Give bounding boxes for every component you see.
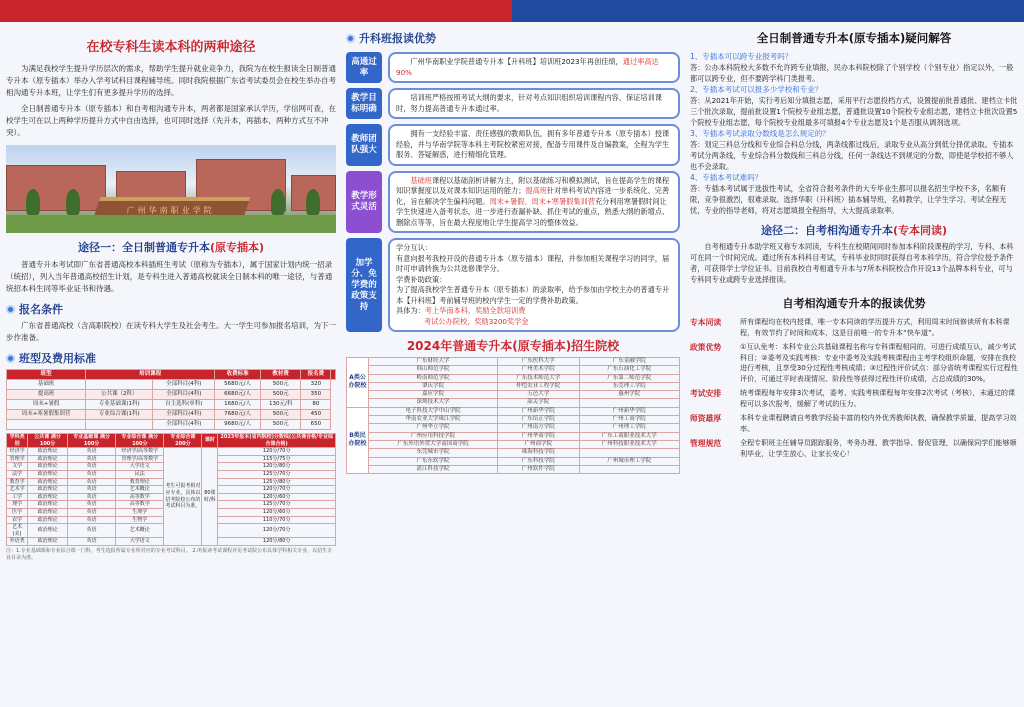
bullet-icon — [346, 34, 355, 43]
major-cell: 高等数学 — [116, 501, 164, 509]
fee-cell: 500元 — [260, 420, 300, 430]
uni-row — [347, 424, 680, 432]
major-header: 2023年报本(省内院校)分数线(公共课合格/专业综合课合格) — [218, 434, 336, 448]
uni-name: 广州商学院 — [498, 440, 579, 448]
qa-question: 2、专插本考试可以报多少学校和专业？ — [690, 85, 823, 94]
qa-question: 3、专插本考试录取分数线是怎么规定的？ — [690, 129, 830, 138]
main-title: 在校专科生读本科的两种途径 — [86, 40, 256, 55]
uni-name: 五邑大学 — [498, 391, 579, 399]
uni-name: 电子科技大学中山学院 — [369, 407, 498, 415]
uni-name: 广东石油化工学院 — [579, 366, 680, 374]
uni-group-label: A类公办院校 — [347, 358, 369, 408]
major-cell: 经济学 — [7, 448, 28, 456]
major-cell: 农学 — [7, 516, 28, 524]
uni-row — [347, 382, 680, 390]
fee-cell: 500元 — [260, 380, 300, 390]
advantage-row — [690, 388, 1018, 409]
major-cell: 政治理论 — [28, 501, 68, 509]
major-header: 专业综合课 满分100分 — [116, 434, 164, 448]
major-cell: 大学语文 — [116, 538, 164, 546]
uni-name: 湛江科技学院 — [369, 465, 498, 473]
intro-paragraph-1: 为满足我校学生提升学历层次的需求，帮助学生提升就业竞争力，我院为在校生报读全日制普通专升本（原专插本）举办入学考试科目课程辅导班。同时我院根据广东省考试委员会在校生举办自考相沟通专升本班，让学生们有更多提升学历的选择。 — [6, 64, 336, 97]
major-cell: 120分/80分 — [218, 463, 336, 471]
uni-row — [347, 465, 680, 473]
advantage-text: 统考课程每年安排3次考试，委考、实践考核课程每年安排2次考试（考核），未通过的课程可以多次报考，缓解了考试的压力。 — [740, 388, 1016, 408]
section-fees: 班型及费用标准 — [6, 350, 336, 366]
fee-cell: 全部科目(4科) — [153, 410, 215, 420]
major-cell: 英语 — [68, 516, 116, 524]
major-cell: 管理学 — [7, 455, 28, 463]
uni-name: 广东第二师范学院 — [579, 374, 680, 382]
uni-row — [347, 399, 680, 407]
fee-cell: 7680元/人 — [215, 410, 261, 420]
advantage-row — [690, 317, 1018, 338]
fee-cell: 5680元/人 — [215, 380, 261, 390]
major-hours: 80课时/科 — [202, 448, 218, 546]
uni-name: 韶关学院 — [498, 399, 579, 407]
fee-cell: 提高班 — [7, 390, 86, 400]
adv-row-pass-rate: 高通过率 广州华南职业学院普通专升本【升科班】培训班2023年再创佳绩，通过率高达90% — [346, 52, 680, 83]
uni-name: 珠海科技学院 — [498, 449, 579, 457]
major-cell: 政治理论 — [28, 455, 68, 463]
tag-goal: 教学目标明确 — [346, 88, 382, 119]
major-cell: 政治理论 — [28, 508, 68, 516]
uni-row — [347, 366, 680, 374]
qa-item — [690, 128, 1018, 172]
major-cell: 艺术学 — [7, 486, 28, 494]
advantage-key: 专本同读 — [690, 318, 722, 327]
fee-cell: 6680元/人 — [215, 390, 261, 400]
fee-cell: 320 — [301, 380, 331, 390]
major-cell: 英语 — [68, 448, 116, 456]
major-cell: 120分/70分 — [218, 448, 336, 456]
top-banner — [0, 0, 1024, 22]
major-cell: 生物学 — [116, 516, 164, 524]
major-cell: 文学 — [7, 463, 28, 471]
qa-list — [690, 51, 1018, 216]
major-cell: 民法 — [116, 470, 164, 478]
fee-cell: 350 — [301, 390, 331, 400]
qa-item — [690, 84, 1018, 128]
fee-cell: 80 — [301, 400, 331, 410]
major-cell: 生理学 — [116, 508, 164, 516]
adv-row-support: 加学分、免学费的政策支持 学分互认： 有意向报考我校开设的普通专升本（原专插本）课程，并参加相关课程学习的同学，届时可申请转换为公共选修课学分。 学费补助政策： 为了提高我校学生普通专升本（原专插本）的录取率，给予参加由学校主办的普通专升本【升科班】考前辅导班的校内学生一定的学费补助政策。 具体为：考上华南本科，奖励全款培训费 考试公办院校，奖励3200奖学金 — [346, 238, 680, 332]
uni-name: 广东培正学院 — [498, 416, 579, 424]
major-cell: 工学 — [7, 493, 28, 501]
path2-description: 自考相通专升本助学班又称专本同读，专科生在校期间同时参加本科阶段课程的学习，专科、本科可在同一个时间完成。通过所有本科科目考试，专科毕业时同时获得自考本科学历，符合学位授予条件者，可获得学士学位证书。目前我校自考相通专升本与7所本科院校合作开设13个品牌本科专业，可与专科同专业或跨专业选择报读。 — [690, 242, 1014, 284]
uni-row — [347, 457, 680, 465]
uni-name: 广州城市理工学院 — [579, 457, 680, 465]
fee-cell: 周末+寒暑假集训营 — [7, 410, 86, 420]
major-cell: 英语 — [68, 486, 116, 494]
major-cell: 教育理论 — [116, 478, 164, 486]
qa-answer: 答：公办本科院校大多数不允许跨专业填报，民办本科院校除了个别学校（个别专业）指定以外，一般都可以跨专业，但不要跨学科门类报考。 — [690, 63, 1014, 83]
left-column — [6, 26, 336, 701]
uni-name: 广州新华学院 — [579, 407, 680, 415]
fee-header — [331, 370, 336, 380]
fee-cell: 专业基础课(1科) — [86, 400, 153, 410]
major-cell: 理学 — [7, 501, 28, 509]
major-cell: 政治理论 — [28, 478, 68, 486]
major-cell: 医学 — [7, 508, 28, 516]
major-cell: 英语 — [68, 493, 116, 501]
uni-name: 广东技术师范大学 — [498, 374, 579, 382]
gate-sign: 广州华南职业学院 — [126, 206, 215, 215]
uni-name: 广州华立学院 — [369, 424, 498, 432]
fee-row — [7, 390, 336, 400]
major-cell: 125分/70分 — [218, 470, 336, 478]
uni-name: 广东工商职业技术大学 — [579, 432, 680, 440]
qa-item — [690, 51, 1018, 84]
uni-group-label: B类民办院校 — [347, 407, 369, 473]
uni-row — [347, 358, 680, 366]
uni-name: 华南农业大学珠江学院 — [369, 416, 498, 424]
fee-row — [7, 380, 336, 390]
fee-cell: 500元 — [260, 390, 300, 400]
uni-name — [579, 449, 680, 457]
major-cell: 法学 — [7, 470, 28, 478]
major-cell: 政治理论 — [28, 470, 68, 478]
fee-row — [7, 420, 336, 430]
major-cell: 115分/75分 — [218, 455, 336, 463]
adv-row-teachers: 教师团队强大 拥有一支经验丰富、责任感强的教师队伍，拥有多年普通专升本（原专插本）授课经验，并与华南学院等本科主考院校紧密对接，配备专用课件及自编教案，全程为学生服务、答疑解惑，进行精细化管理。 — [346, 124, 680, 166]
uni-row — [347, 374, 680, 382]
major-cell: 政治理论 — [28, 493, 68, 501]
uni-name: 嘉应学院 — [369, 391, 498, 399]
uni-name: 广东医科大学 — [498, 358, 579, 366]
uni-row — [347, 432, 680, 440]
major-cell: 经济学/高等数学 — [116, 448, 164, 456]
uni-name: 广州科技职业技术大学 — [579, 440, 680, 448]
tag-pass-rate: 高通过率 — [346, 52, 382, 83]
campus-photo — [6, 145, 336, 233]
fee-cell: 650 — [301, 420, 331, 430]
major-cell: 大学语文 — [116, 463, 164, 471]
advantage-list — [690, 317, 1018, 459]
major-cell: 110分/70分 — [218, 516, 336, 524]
fee-row — [7, 410, 336, 420]
advantage-key: 师资雄厚 — [690, 414, 722, 423]
major-cell: 政治理论 — [28, 524, 68, 538]
fee-cell: 全部科目(4科) — [153, 420, 215, 430]
fee-header: 报名费 — [301, 370, 331, 380]
uni-name: 广东东软学院 — [369, 457, 498, 465]
major-cell: 英语 — [68, 470, 116, 478]
bullet-icon — [6, 305, 15, 314]
fee-cell — [86, 420, 153, 430]
uni-name: 广州南方学院 — [498, 424, 579, 432]
qa-answer: 答：划定三科总分线和专业综合科总分线，两条线都过线后，录取专业从高分到低分择优录取。专插本考试分两条线，专业综合科分数线和三科总分线，任何一条线达不到规定的分数，即使是学校招不够人也不会录取。 — [690, 140, 1014, 171]
right-column — [690, 26, 1018, 701]
major-cell: 艺术概论 — [116, 486, 164, 494]
tag-forms: 教学形式灵活 — [346, 171, 382, 234]
universities-title: 2024年普通专升本(原专插本)招生院校 — [406, 339, 620, 353]
major-cell: 艺术(美) — [7, 524, 28, 538]
uni-row — [347, 416, 680, 424]
fee-cell: 基础班 — [7, 380, 86, 390]
major-note: 考生可报考相对应专业，具体以招考院校公布的考试科目为准。 — [164, 448, 202, 546]
uni-name: 韩山师范学院 — [369, 366, 498, 374]
fee-cell — [86, 380, 153, 390]
fee-cell — [7, 420, 86, 430]
advantage-text: 所有课程均在校内授课，唯一专本同读的学历提升方式，利用周末时间修读所有本科课程，有效节约了时间和成本，这是目前唯一的专升本“快车道”。 — [740, 317, 1010, 337]
major-header: 学科类别 — [7, 434, 28, 448]
fee-header: 培训课程 — [86, 370, 215, 380]
bullet-icon — [6, 354, 15, 363]
path1-description: 普通专升本考试即广东省普通高校本科插班生考试（原称为专插本），属于国家计划内统一招录（统招），列入当年普通高校招生计划，是专科生进入普通高校就读全日制本科的唯一途径，与普通统招本科生同等毕业证书和待遇。 — [6, 260, 333, 293]
uni-name: 广东财经大学 — [369, 358, 498, 366]
intro-paragraph-2: 全日制普通专升本（原专插本）和自考相沟通专升本，两者都是国家承认学历，学信网可查，在校学生可在以上两种学历提升方式中自由选择，也可同时选择（先升本，再插本，两种方式互不冲突）。 — [6, 104, 336, 137]
major-header: 专业综合课 200分 — [164, 434, 202, 448]
advantage-key: 管理规范 — [690, 439, 722, 448]
fee-cell: 500元 — [260, 410, 300, 420]
qa-answer: 答：从2021年开始，实行考后知分填报志愿，采用平行志愿投档方式，设置提前批普通批、建档立卡批三个批次录取，提前批设置1个院校专业组志愿，普通批设置10个院校专业组志愿，建档立卡批次设置5个院校专业组志愿，每个院校专业组最多可填报4个专业志愿及1个是否服从调剂选项。 — [690, 96, 1018, 127]
tag-teachers: 教师团队强大 — [346, 124, 382, 166]
fee-row — [7, 400, 336, 410]
fee-cell: 公共课（2科） — [86, 390, 153, 400]
major-cell: 外语类 — [7, 538, 28, 546]
fee-cell: 450 — [301, 410, 331, 420]
advantage-row — [690, 342, 1018, 384]
major-cell: 教育学 — [7, 478, 28, 486]
uni-name — [579, 465, 680, 473]
uni-row — [347, 449, 680, 457]
major-cell: 125分/70分 — [218, 501, 336, 509]
major-cell: 政治理论 — [28, 516, 68, 524]
major-cell: 英语 — [68, 524, 116, 538]
major-cell: 政治理论 — [28, 486, 68, 494]
major-table — [6, 433, 336, 546]
uni-name: 广州工商学院 — [579, 416, 680, 424]
uni-name: 广州新华学院 — [498, 407, 579, 415]
fee-notes: 注：1.专业基础课和专业综合课一门科，考生选报所属专业所对应的专业考试科目。 2.所报读考试课程详见考试院公布具体学科相关专业，以招生专业目录为准。 — [6, 547, 333, 561]
advantage-text: ①互认免考：本科专业公共基础课程名称与专科课程相同的，可进行成绩互认，减少考试科目；②委考及实践考核：专业中委考及实践考核课程由主考学校组织命题，安排在我校进行考核，且享受30分过程性考核成绩；③过程性评价试点：部分省统考课程实行过程性评价，可通过平时表现情况、阶段性等获得过程性评价成绩，占总成绩的30%。 — [740, 342, 1018, 383]
advantage-text: 全程专职班主任辅导员跟踪服务，考务办理、教学指导、督促管理，以确保同学们能够顺利毕业，让学生放心、让家长安心！ — [740, 438, 1017, 458]
uni-row — [347, 391, 680, 399]
major-cell: 120分/70分 — [218, 524, 336, 538]
uni-name: 广东科技学院 — [498, 457, 579, 465]
advantage-text: 本科专业课程聘请自考教学经验丰富的校内外优秀教师执教，确保教学质量，提高学习效率。 — [740, 413, 1017, 433]
fee-header: 收费标准 — [215, 370, 261, 380]
section-advantages: 升科班报读优势 — [346, 30, 680, 46]
uni-name: 仲恺农业工程学院 — [498, 382, 579, 390]
qa-question: 1、专插本可以跨专业报考吗？ — [690, 52, 793, 61]
uni-name: 肇庆学院 — [369, 382, 498, 390]
fee-header: 班型 — [7, 370, 86, 380]
uni-name: 广州美术学院 — [498, 366, 579, 374]
uni-name: 广州华商学院 — [498, 432, 579, 440]
major-cell: 英语 — [68, 508, 116, 516]
fee-cell: 全部科目(4科) — [153, 380, 215, 390]
uni-name: 广东外语外贸大学南国商学院 — [369, 440, 498, 448]
adv-title: 自考相沟通专升本的报读优势 — [782, 297, 926, 310]
fee-header: 教材费 — [260, 370, 300, 380]
fee-cell: 专业综合课(1科) — [86, 410, 153, 420]
qa-item — [690, 172, 1018, 216]
major-cell: 高等数学 — [116, 493, 164, 501]
uni-name: 惠州学院 — [579, 391, 680, 399]
major-header: 课时 — [202, 434, 218, 448]
universities-table — [346, 357, 680, 474]
major-cell: 120分/80分 — [218, 538, 336, 546]
major-row — [7, 448, 336, 456]
advantage-row — [690, 413, 1018, 434]
uni-name: 东莞城市学院 — [369, 449, 498, 457]
major-cell: 英语 — [68, 501, 116, 509]
advantage-key: 考试安排 — [690, 389, 722, 398]
major-header: 公共课 满分100分 — [28, 434, 68, 448]
major-cell: 政治理论 — [28, 538, 68, 546]
uni-name — [579, 399, 680, 407]
uni-name: 广州理工学院 — [579, 424, 680, 432]
major-cell: 管理学/高等数学 — [116, 455, 164, 463]
major-cell: 艺术概论 — [116, 524, 164, 538]
uni-name: 广州应用科技学院 — [369, 432, 498, 440]
major-header: 专业基础课 满分100分 — [68, 434, 116, 448]
path1-heading: 途径一：全日制普通专升本(原专插本) — [77, 241, 265, 254]
uni-row — [347, 440, 680, 448]
major-cell: 125分/80分 — [218, 478, 336, 486]
uni-name: 广州软件学院 — [498, 465, 579, 473]
qa-answer: 答：专插本考试属于选拔性考试，全省符合报考条件的大专毕业生都可以报名招生学校不多，名额有限，竞争很激烈，很难录取。选择华职（升科班）插本辅导班，名师教学，让学生学习、考试全程无忧，专业的指导老师，将对志愿填报全程指导，大大提高录取率。 — [690, 184, 1007, 215]
fee-cell: 130元/科 — [260, 400, 300, 410]
uni-name: 东莞理工学院 — [579, 382, 680, 390]
uni-name: 岭南师范学院 — [369, 374, 498, 382]
uni-name: 深圳技术大学 — [369, 399, 498, 407]
fee-cell: 9680元/人 — [215, 420, 261, 430]
qa-title: 全日制普通专升本(原专插本)疑问解答 — [756, 31, 952, 45]
major-cell: 英语 — [68, 478, 116, 486]
uni-name: 广东金融学院 — [579, 358, 680, 366]
conditions-text: 广东省普通高校（含高职院校）在读专科大学生及社会考生。大一学生可参加报名培训，为下一步作准备。 — [6, 321, 336, 342]
section-conditions: 报名条件 — [6, 301, 336, 317]
top-banner-blue — [512, 0, 1024, 22]
fee-cell: 周末+暑假 — [7, 400, 86, 410]
fee-cell: 1680元/人 — [215, 400, 261, 410]
adv-row-forms: 教学形式灵活 基础班课程以基础剖析讲解为主，附以基础练习和模拟测试，旨在提高学生的课程知识掌握度以及对课本知识运用的能力；提高班针对单科考试内容进一步系统化、完善化，旨在解决学生偏科问题。周末+暑假、周末+寒暑假集训营充分利用寒暑假时间让学生快速进入备考状态，进一步进行查漏补缺、抓住考试的重点，熟悉大纲的新增点、删除点等等，旨在最大程度地让学生提高学习的整体效益。 — [346, 171, 680, 234]
tag-support: 加学分、免学费的政策支持 — [346, 238, 382, 332]
major-cell: 120分/70分 — [218, 486, 336, 494]
fee-cell: 自主选科(单科) — [153, 400, 215, 410]
major-cell: 政治理论 — [28, 448, 68, 456]
qa-question: 4、专插本考试难吗？ — [690, 173, 763, 182]
middle-column — [346, 26, 680, 701]
path2-heading: 途径二：自考相沟通专升本(专本同读) — [760, 224, 948, 237]
major-cell: 120分/60分 — [218, 493, 336, 501]
major-cell: 英语 — [68, 455, 116, 463]
major-cell: 英语 — [68, 538, 116, 546]
fee-cell: 全部科目(4科) — [153, 390, 215, 400]
major-cell: 英语 — [68, 463, 116, 471]
fee-table — [6, 369, 336, 430]
uni-row — [347, 407, 680, 415]
advantage-row — [690, 438, 1018, 459]
adv-row-goal: 教学目标明确 培训班严格按照考试大纲的要求，针对考点知识组织培训课程内容，保证培训课时，努力提高普通专升本通过率。 — [346, 88, 680, 119]
advantage-key: 政策优势 — [690, 343, 722, 352]
major-cell: 120分/60分 — [218, 508, 336, 516]
major-cell: 政治理论 — [28, 463, 68, 471]
